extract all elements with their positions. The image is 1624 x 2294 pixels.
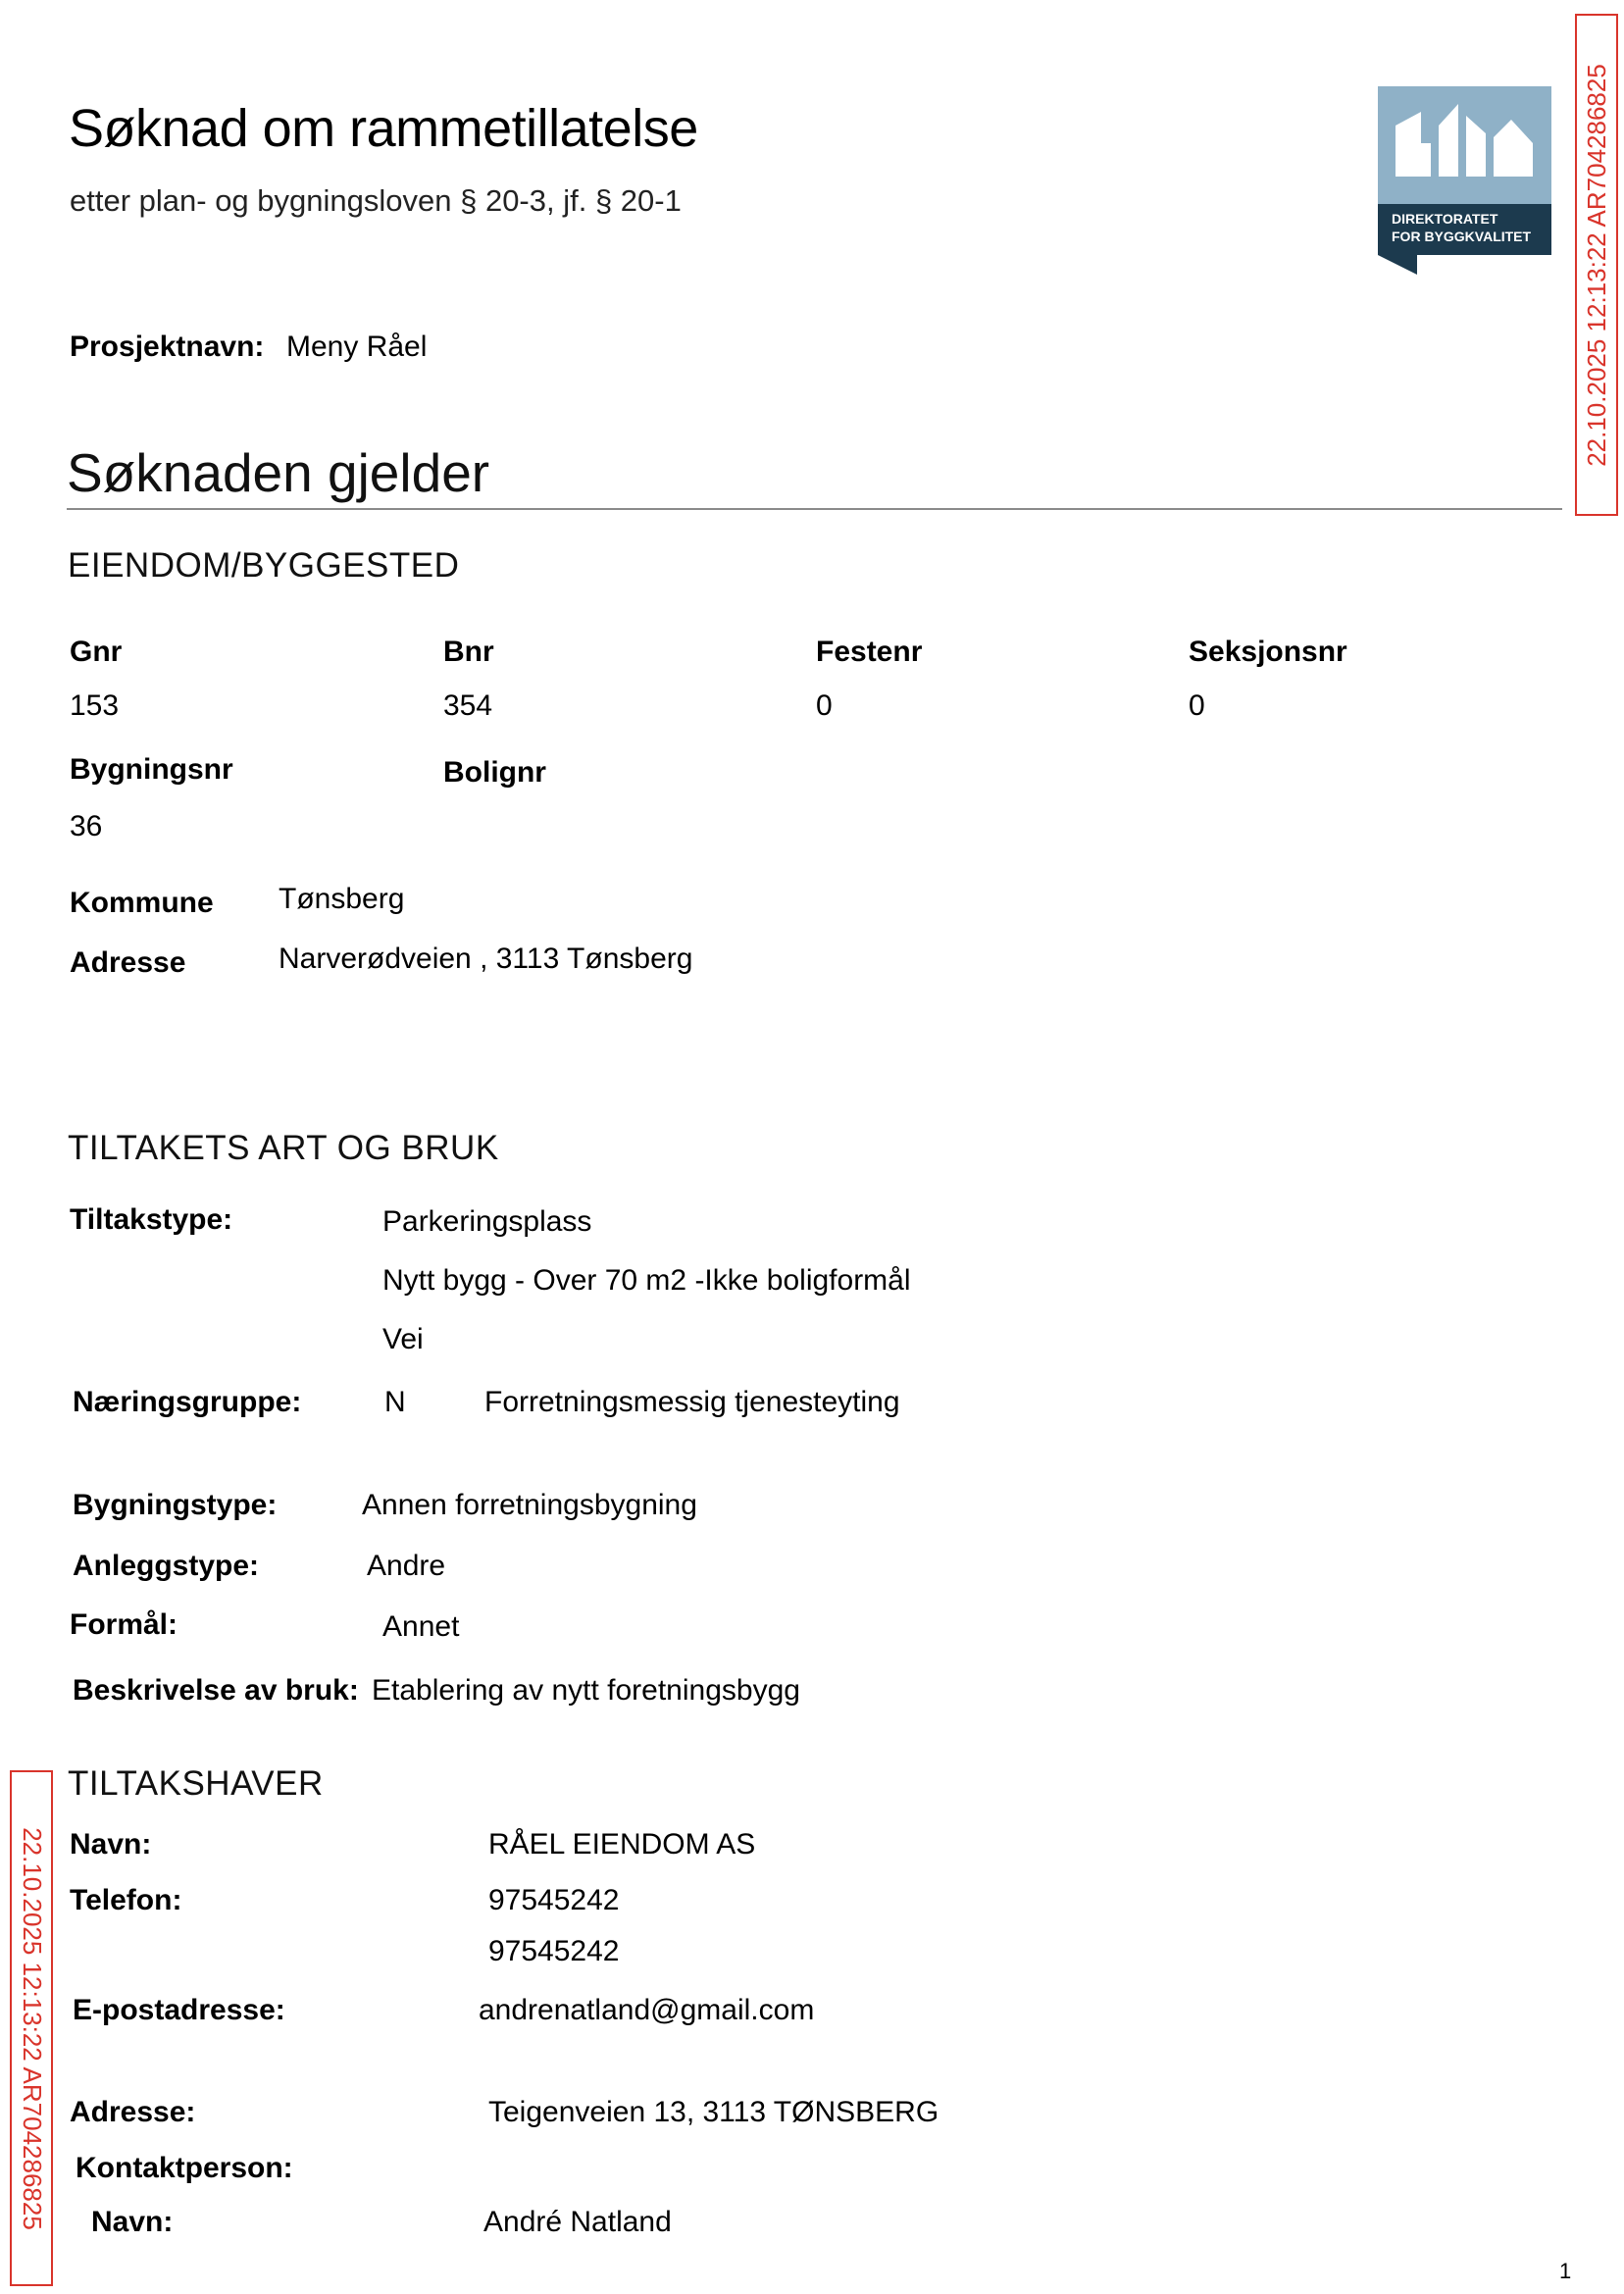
navn-label: Navn: bbox=[70, 1828, 152, 1861]
project-name-value: Meny Råel bbox=[286, 331, 428, 363]
tiltakstype-label: Tiltakstype: bbox=[70, 1203, 233, 1236]
kontaktperson-label: Kontaktperson: bbox=[76, 2152, 293, 2184]
document-title: Søknad om rammetillatelse bbox=[69, 99, 698, 158]
archive-stamp-bottom bbox=[10, 1770, 53, 2286]
seksjonsnr-value: 0 bbox=[1189, 689, 1205, 722]
page-number: 1 bbox=[1559, 2259, 1572, 2283]
tiltakshaver-adresse-label: Adresse: bbox=[70, 2096, 196, 2128]
telefon-label: Telefon: bbox=[70, 1884, 182, 1916]
dibk-logo-icon bbox=[1378, 86, 1551, 275]
festenr-value: 0 bbox=[816, 689, 833, 722]
tiltakshaver-heading: TILTAKSHAVER bbox=[68, 1764, 324, 1803]
gnr-label: Gnr bbox=[70, 636, 123, 668]
dibk-logo bbox=[1378, 86, 1551, 275]
stamp-text: 22.10.2025 12:13:22 AR704286825 bbox=[17, 1826, 47, 2230]
navn-value: RÅEL EIENDOM AS bbox=[488, 1828, 756, 1861]
document-subtitle: etter plan- og bygningsloven § 20-3, jf. § 20-1 bbox=[70, 183, 682, 218]
bnr-label: Bnr bbox=[443, 636, 494, 668]
telefon-value: 97545242 bbox=[488, 1884, 620, 1916]
kommune-label: Kommune bbox=[70, 887, 214, 919]
anleggstype-value: Andre bbox=[367, 1550, 446, 1582]
adresse-label: Adresse bbox=[70, 946, 186, 979]
bnr-value: 354 bbox=[443, 689, 493, 722]
gnr-value: 153 bbox=[70, 689, 120, 722]
project-name-label: Prosjektnavn: bbox=[70, 331, 265, 363]
bolignr-label: Bolignr bbox=[443, 756, 546, 789]
tiltak-heading: TILTAKETS ART OG BRUK bbox=[68, 1129, 499, 1167]
formal-label: Formål: bbox=[70, 1608, 178, 1641]
formal-value: Annet bbox=[382, 1610, 460, 1643]
archive-stamp-top bbox=[1575, 14, 1618, 516]
logo-line2: FOR BYGGKVALITET bbox=[1392, 229, 1532, 244]
eiendom-heading: EIENDOM/BYGGESTED bbox=[68, 546, 460, 585]
naeringsgruppe-text: Forretningsmessig tjenesteyting bbox=[484, 1386, 900, 1418]
kontakt-navn-value: André Natland bbox=[483, 2206, 672, 2238]
beskrivelse-label: Beskrivelse av bruk: bbox=[73, 1674, 359, 1707]
telefon-value: 97545242 bbox=[488, 1935, 620, 1967]
stamp-text: 22.10.2025 12:13:22 AR704286825 bbox=[1581, 63, 1611, 467]
naeringsgruppe-label: Næringsgruppe: bbox=[73, 1386, 302, 1418]
bygningsnr-value: 36 bbox=[70, 810, 103, 842]
epost-label: E-postadresse: bbox=[73, 1994, 285, 2026]
section-title: Søknaden gjelder bbox=[67, 442, 490, 503]
epost-value: andrenatland@gmail.com bbox=[479, 1994, 815, 2026]
tiltakshaver-adresse-value: Teigenveien 13, 3113 TØNSBERG bbox=[488, 2096, 939, 2128]
section-divider bbox=[67, 508, 1562, 510]
bygningsnr-label: Bygningsnr bbox=[70, 753, 233, 786]
logo-line1: DIREKTORATET bbox=[1392, 211, 1498, 227]
beskrivelse-value: Etablering av nytt foretningsbygg bbox=[372, 1674, 800, 1707]
tiltakstype-value: Parkeringsplass bbox=[382, 1205, 592, 1238]
bygningstype-value: Annen forretningsbygning bbox=[362, 1489, 697, 1521]
tiltakstype-value: Vei bbox=[382, 1323, 424, 1355]
kommune-value: Tønsberg bbox=[279, 883, 405, 915]
bygningstype-label: Bygningstype: bbox=[73, 1489, 278, 1521]
festenr-label: Festenr bbox=[816, 636, 923, 668]
adresse-value: Narverødveien , 3113 Tønsberg bbox=[279, 943, 693, 975]
anleggstype-label: Anleggstype: bbox=[73, 1550, 260, 1582]
naeringsgruppe-code: N bbox=[384, 1386, 406, 1418]
seksjonsnr-label: Seksjonsnr bbox=[1189, 636, 1347, 668]
kontakt-navn-label: Navn: bbox=[91, 2206, 174, 2238]
tiltakstype-value: Nytt bygg - Over 70 m2 -Ikke boligformål bbox=[382, 1264, 911, 1297]
